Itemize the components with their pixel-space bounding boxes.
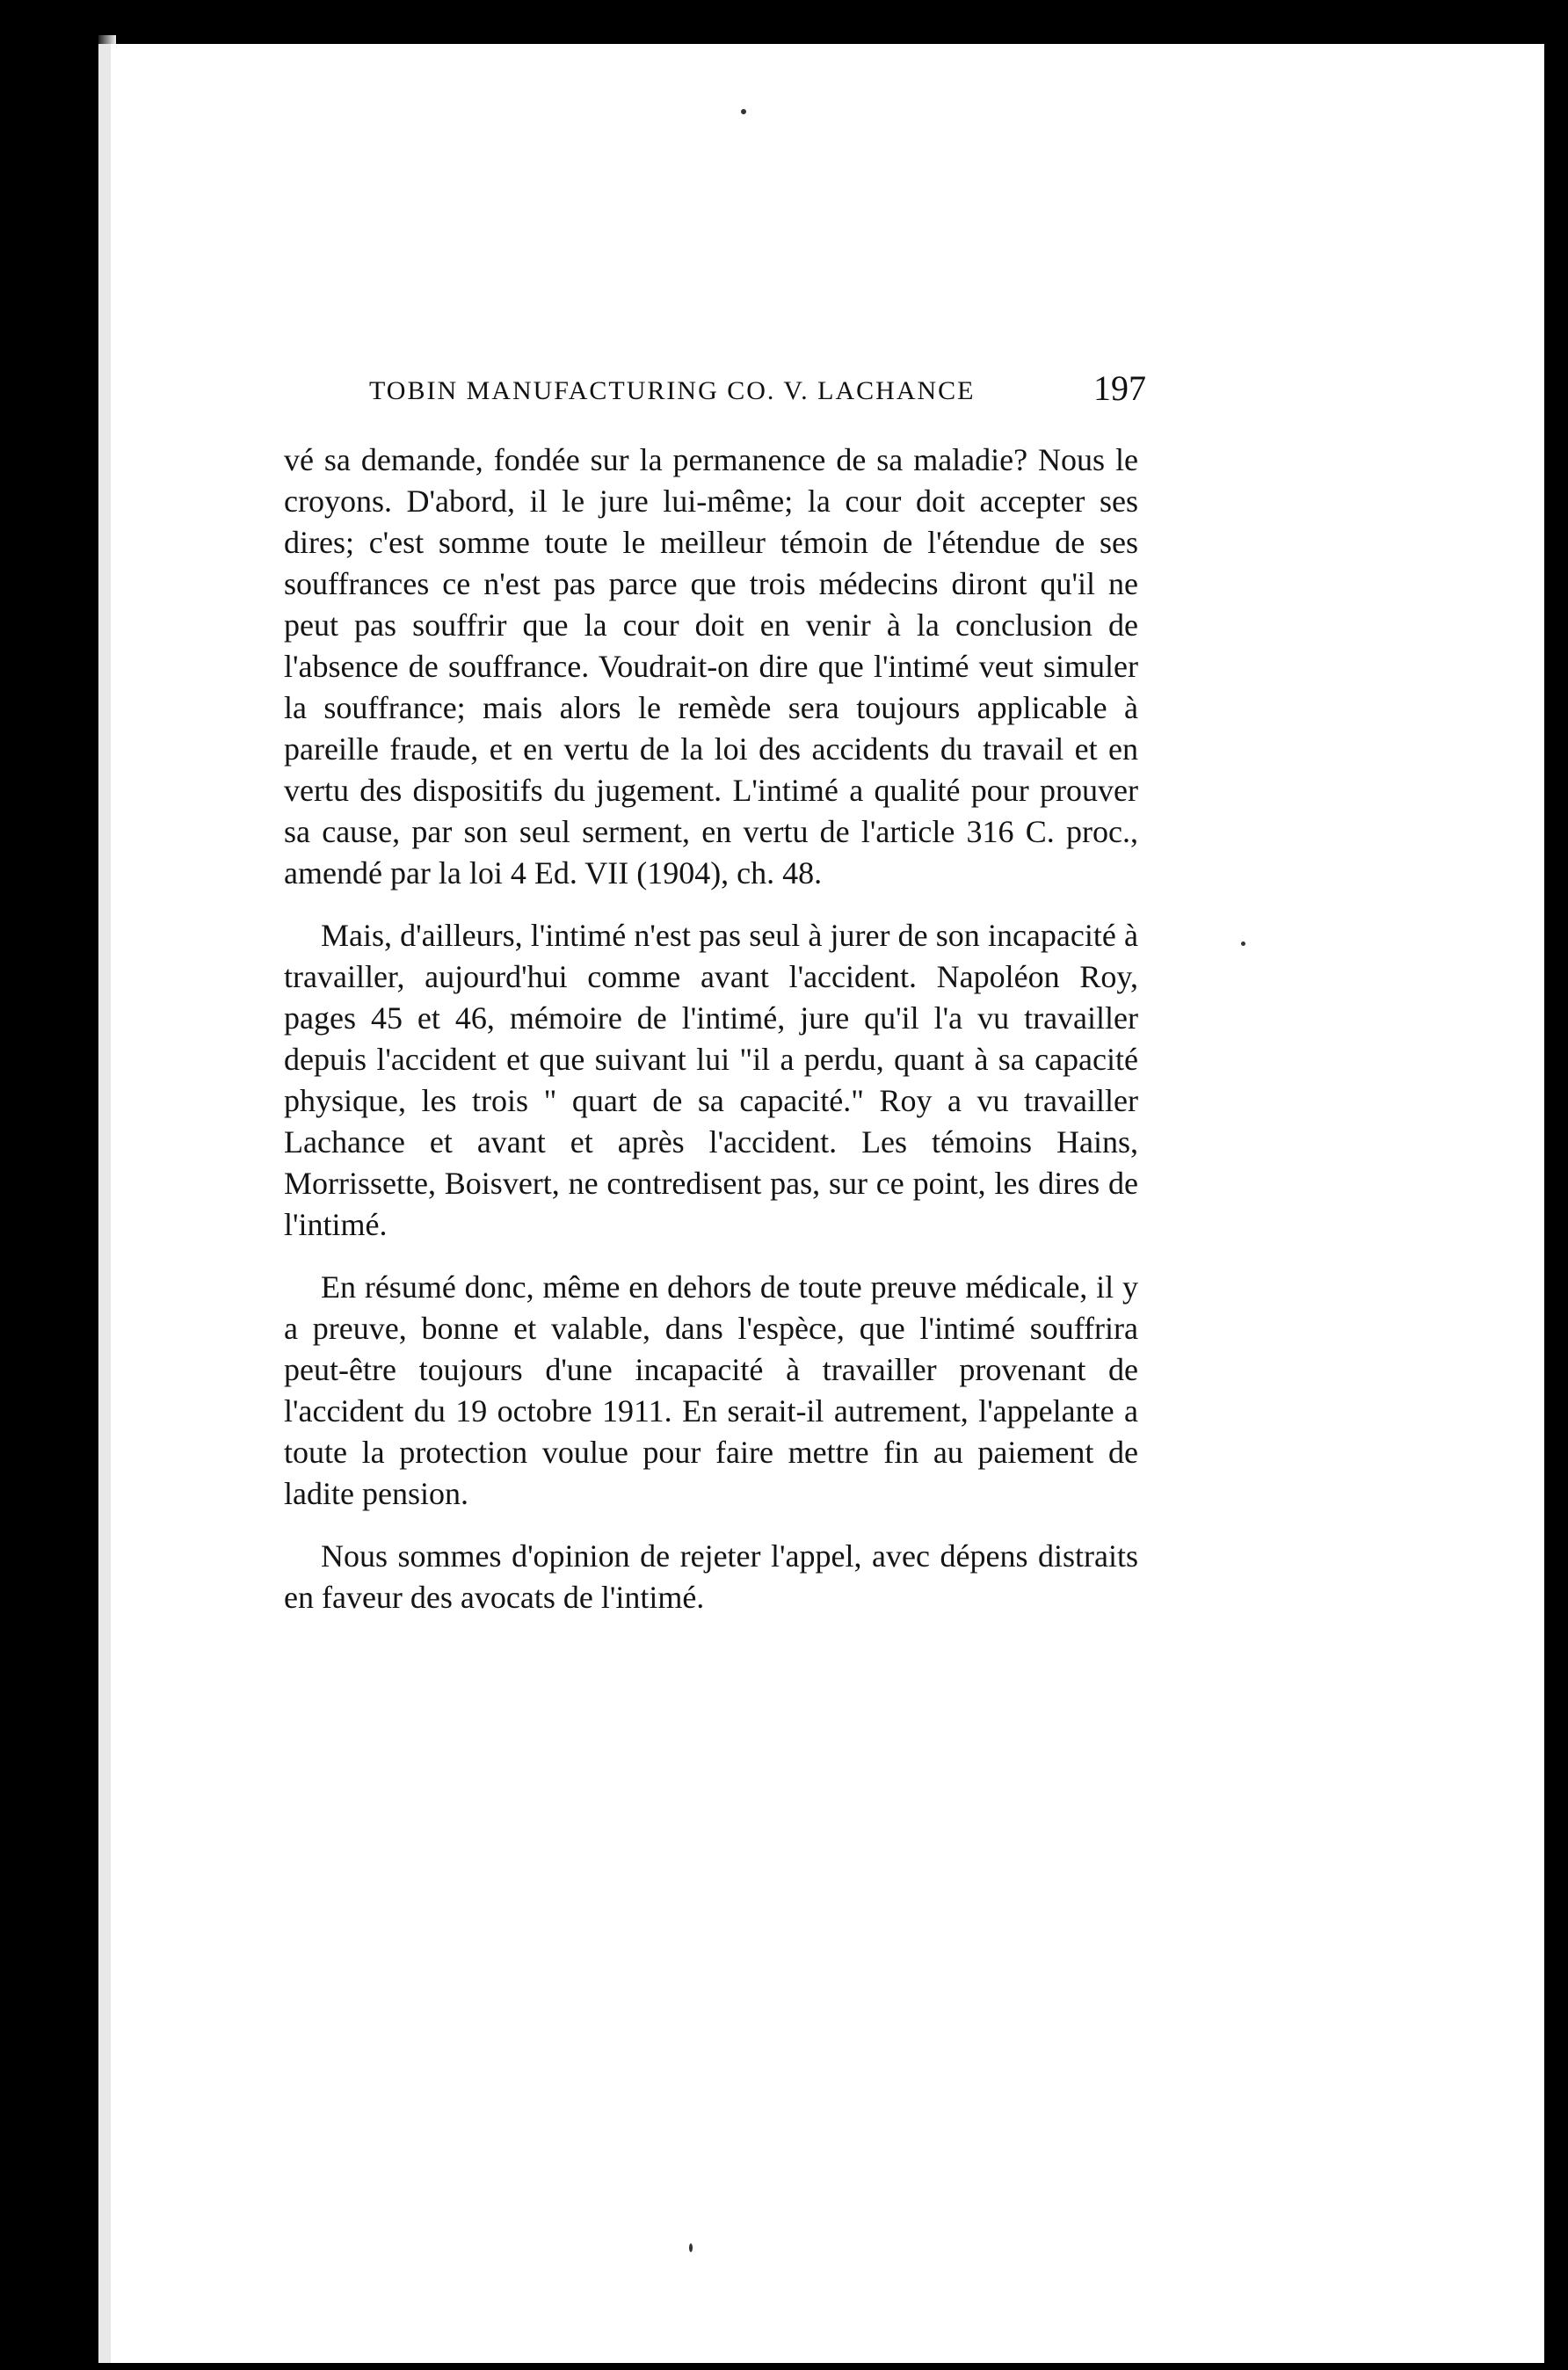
page-number: 197 (1093, 368, 1146, 408)
paragraph: En résumé donc, même en dehors de toute preuve médicale, il y a preuve, bonne et valable, dans l'espèce, que l'intimé souffrira peut-être toujours d'une incapacité à travailler provenant de l'accident du 19 octobre 1911. En serait-il autrement, l'appelante a toute la protection voulue pour faire mettre fin au paiement de ladite pension. (284, 1269, 1138, 1511)
print-speck (689, 2243, 693, 2252)
body-text (284, 440, 1138, 1639)
print-speck (741, 109, 746, 114)
paragraph: Nous sommes d'opinion de rejeter l'appel, avec dépens distraits en faveur des avocats de l'intimé. (284, 1538, 1138, 1615)
paragraph: vé sa demande, fondée sur la permanence de sa maladie? Nous le croyons. D'abord, il le jure lui-même; la cour doit accepter ses dires; c'est somme toute le meilleur témoin de l'étendue de ses souffrances ce n'est pas parce que trois médecins diront qu'il ne peut pas souffrir que la cour doit en venir à la conclusion de l'absence de souffrance. Voudrait-on dire que l'intimé veut simuler la souffrance; mais alors le remède sera toujours applicable à pareille fraude, et en vertu de la loi des accidents du travail et en vertu des dispositifs du jugement. L'intimé a qualité pour prouver sa cause, par son seul serment, en vertu de l'article 316 C. proc., amendé par la loi 4 Ed. VII (1904), ch. 48. (284, 442, 1138, 891)
print-speck (1241, 941, 1245, 946)
running-head: TOBIN MANUFACTURING CO. V. LACHANCE (369, 376, 976, 405)
page-header (369, 367, 1146, 413)
paragraph: Mais, d'ailleurs, l'intimé n'est pas seul à jurer de son incapacité à travailler, aujourd'hui comme avant l'accident. Napoléon Roy, pages 45 et 46, mémoire de l'intimé, jure qu'il l'a vu travailler depuis l'accident et que suivant lui "il a perdu, quant à sa capacité physique, les trois " quart de sa capacité." Roy a vu travailler Lachance et avant et après l'accident. Les témoins Hains, Morrissette, Boisvert, ne contredisent pas, sur ce point, les dires de l'intimé. (284, 918, 1138, 1242)
